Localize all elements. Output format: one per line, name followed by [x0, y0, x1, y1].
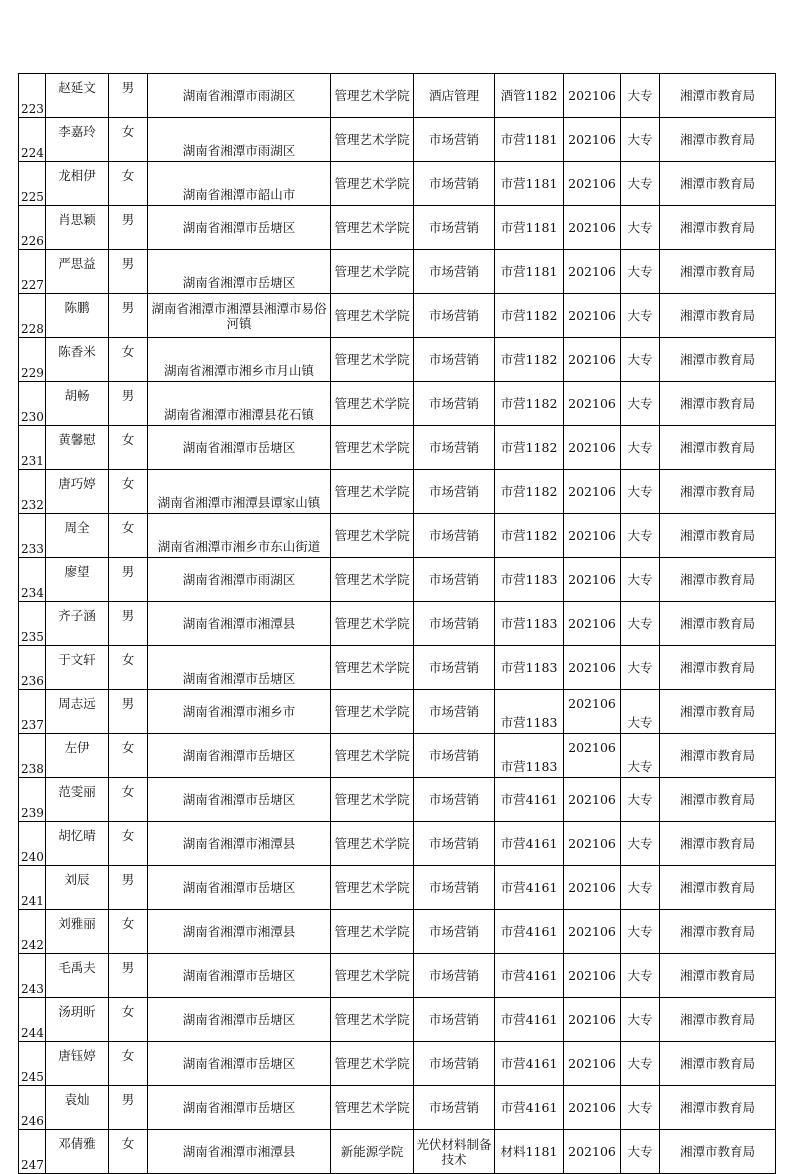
home-address: 湖南省湘潭市雨湖区	[148, 118, 331, 162]
home-address: 湖南省湘潭市岳塘区	[148, 1042, 331, 1086]
major: 市场营销	[414, 470, 495, 514]
row-number: 232	[19, 470, 46, 514]
gender: 男	[109, 602, 148, 646]
student-name: 刘雅丽	[46, 910, 109, 954]
graduation-date: 202106	[564, 954, 621, 998]
college: 管理艺术学院	[331, 426, 414, 470]
gender: 男	[109, 294, 148, 338]
receiving-department: 湘潭市教育局	[660, 822, 776, 866]
home-address: 湖南省湘潭市岳塘区	[148, 734, 331, 778]
college: 管理艺术学院	[331, 602, 414, 646]
receiving-department: 湘潭市教育局	[660, 1086, 776, 1130]
major: 市场营销	[414, 734, 495, 778]
graduation-date: 202106	[564, 602, 621, 646]
major: 市场营销	[414, 822, 495, 866]
gender: 女	[109, 998, 148, 1042]
row-number: 240	[19, 822, 46, 866]
graduation-date: 202106	[564, 426, 621, 470]
home-address: 湖南省湘潭市雨湖区	[148, 74, 331, 118]
table-row	[19, 426, 776, 470]
gender: 男	[109, 954, 148, 998]
college: 管理艺术学院	[331, 514, 414, 558]
student-name: 李嘉玲	[46, 118, 109, 162]
major: 市场营销	[414, 954, 495, 998]
receiving-department: 湘潭市教育局	[660, 162, 776, 206]
graduation-date: 202106	[564, 690, 621, 734]
gender: 男	[109, 690, 148, 734]
row-number: 238	[19, 734, 46, 778]
gender: 男	[109, 250, 148, 294]
receiving-department: 湘潭市教育局	[660, 690, 776, 734]
receiving-department: 湘潭市教育局	[660, 558, 776, 602]
receiving-department: 湘潭市教育局	[660, 338, 776, 382]
table-row	[19, 734, 776, 778]
student-name: 陈鹏	[46, 294, 109, 338]
row-number: 235	[19, 602, 46, 646]
education-level: 大专	[621, 250, 660, 294]
receiving-department: 湘潭市教育局	[660, 1042, 776, 1086]
class-code: 市营1182	[495, 426, 564, 470]
major: 市场营销	[414, 558, 495, 602]
graduation-date: 202106	[564, 162, 621, 206]
education-level: 大专	[621, 998, 660, 1042]
table-row	[19, 910, 776, 954]
gender: 男	[109, 1086, 148, 1130]
receiving-department: 湘潭市教育局	[660, 998, 776, 1042]
student-roster-table	[18, 73, 776, 1174]
education-level: 大专	[621, 910, 660, 954]
table-row	[19, 294, 776, 338]
education-level: 大专	[621, 514, 660, 558]
receiving-department: 湘潭市教育局	[660, 954, 776, 998]
row-number: 223	[19, 74, 46, 118]
student-name: 唐巧婷	[46, 470, 109, 514]
college: 管理艺术学院	[331, 1086, 414, 1130]
row-number: 237	[19, 690, 46, 734]
gender: 男	[109, 382, 148, 426]
major: 市场营销	[414, 382, 495, 426]
table-row	[19, 558, 776, 602]
gender: 女	[109, 910, 148, 954]
home-address: 湖南省湘潭市岳塘区	[148, 866, 331, 910]
table-row	[19, 470, 776, 514]
student-name: 赵延文	[46, 74, 109, 118]
home-address: 湖南省湘潭市岳塘区	[148, 646, 331, 690]
college: 管理艺术学院	[331, 646, 414, 690]
major: 市场营销	[414, 250, 495, 294]
class-code: 市营4161	[495, 1042, 564, 1086]
student-name: 左伊	[46, 734, 109, 778]
education-level: 大专	[621, 690, 660, 734]
home-address: 湖南省湘潭市湘潭县湘潭市易俗河镇	[148, 294, 331, 338]
gender: 女	[109, 338, 148, 382]
class-code: 市营1181	[495, 118, 564, 162]
class-code: 材料1181	[495, 1130, 564, 1174]
student-name: 廖望	[46, 558, 109, 602]
row-number: 247	[19, 1130, 46, 1174]
class-code: 酒管1182	[495, 74, 564, 118]
home-address: 湖南省湘潭市湘潭县花石镇	[148, 382, 331, 426]
graduation-date: 202106	[564, 1086, 621, 1130]
college: 管理艺术学院	[331, 734, 414, 778]
home-address: 湖南省湘潭市岳塘区	[148, 998, 331, 1042]
college: 管理艺术学院	[331, 822, 414, 866]
row-number: 243	[19, 954, 46, 998]
education-level: 大专	[621, 734, 660, 778]
receiving-department: 湘潭市教育局	[660, 646, 776, 690]
student-name: 毛禹夫	[46, 954, 109, 998]
major: 市场营销	[414, 426, 495, 470]
home-address: 湖南省湘潭市岳塘区	[148, 1086, 331, 1130]
row-number: 227	[19, 250, 46, 294]
row-number: 230	[19, 382, 46, 426]
class-code: 市营1181	[495, 206, 564, 250]
table-row	[19, 514, 776, 558]
home-address: 湖南省湘潭市岳塘区	[148, 250, 331, 294]
receiving-department: 湘潭市教育局	[660, 250, 776, 294]
graduation-date: 202106	[564, 734, 621, 778]
college: 管理艺术学院	[331, 866, 414, 910]
graduation-date: 202106	[564, 294, 621, 338]
class-code: 市营1183	[495, 734, 564, 778]
class-code: 市营4161	[495, 866, 564, 910]
table-row	[19, 690, 776, 734]
gender: 女	[109, 470, 148, 514]
row-number: 234	[19, 558, 46, 602]
education-level: 大专	[621, 954, 660, 998]
home-address: 湖南省湘潭市湘乡市东山街道	[148, 514, 331, 558]
graduation-date: 202106	[564, 470, 621, 514]
education-level: 大专	[621, 866, 660, 910]
receiving-department: 湘潭市教育局	[660, 206, 776, 250]
education-level: 大专	[621, 206, 660, 250]
student-name: 胡畅	[46, 382, 109, 426]
table-row	[19, 866, 776, 910]
graduation-date: 202106	[564, 1042, 621, 1086]
gender: 男	[109, 74, 148, 118]
class-code: 市营1182	[495, 294, 564, 338]
student-name: 范雯丽	[46, 778, 109, 822]
college: 管理艺术学院	[331, 470, 414, 514]
row-number: 225	[19, 162, 46, 206]
table-row	[19, 250, 776, 294]
receiving-department: 湘潭市教育局	[660, 74, 776, 118]
student-name: 龙相伊	[46, 162, 109, 206]
home-address: 湖南省湘潭市湘潭县	[148, 910, 331, 954]
graduation-date: 202106	[564, 206, 621, 250]
receiving-department: 湘潭市教育局	[660, 602, 776, 646]
graduation-date: 202106	[564, 822, 621, 866]
education-level: 大专	[621, 74, 660, 118]
education-level: 大专	[621, 118, 660, 162]
graduation-date: 202106	[564, 910, 621, 954]
table-row	[19, 646, 776, 690]
receiving-department: 湘潭市教育局	[660, 470, 776, 514]
college: 管理艺术学院	[331, 954, 414, 998]
gender: 女	[109, 822, 148, 866]
college: 管理艺术学院	[331, 910, 414, 954]
row-number: 226	[19, 206, 46, 250]
gender: 女	[109, 1130, 148, 1174]
major: 市场营销	[414, 602, 495, 646]
major: 市场营销	[414, 910, 495, 954]
table-row	[19, 206, 776, 250]
gender: 女	[109, 514, 148, 558]
student-name: 黄馨慰	[46, 426, 109, 470]
table-row	[19, 1086, 776, 1130]
college: 管理艺术学院	[331, 778, 414, 822]
class-code: 市营4161	[495, 822, 564, 866]
education-level: 大专	[621, 1130, 660, 1174]
receiving-department: 湘潭市教育局	[660, 778, 776, 822]
graduation-date: 202106	[564, 1130, 621, 1174]
table-row	[19, 162, 776, 206]
table-row	[19, 118, 776, 162]
graduation-date: 202106	[564, 74, 621, 118]
student-name: 刘辰	[46, 866, 109, 910]
row-number: 241	[19, 866, 46, 910]
receiving-department: 湘潭市教育局	[660, 514, 776, 558]
student-name: 陈香米	[46, 338, 109, 382]
graduation-date: 202106	[564, 338, 621, 382]
table-row	[19, 954, 776, 998]
class-code: 市营1183	[495, 646, 564, 690]
home-address: 湖南省湘潭市湘乡市	[148, 690, 331, 734]
class-code: 市营1183	[495, 602, 564, 646]
education-level: 大专	[621, 162, 660, 206]
receiving-department: 湘潭市教育局	[660, 382, 776, 426]
class-code: 市营4161	[495, 998, 564, 1042]
table-row	[19, 822, 776, 866]
table-row	[19, 778, 776, 822]
student-name: 周志远	[46, 690, 109, 734]
row-number: 231	[19, 426, 46, 470]
student-name: 邓倩雅	[46, 1130, 109, 1174]
class-code: 市营1182	[495, 470, 564, 514]
education-level: 大专	[621, 822, 660, 866]
education-level: 大专	[621, 426, 660, 470]
student-name: 周全	[46, 514, 109, 558]
student-name: 唐钰婷	[46, 1042, 109, 1086]
college: 管理艺术学院	[331, 1042, 414, 1086]
row-number: 244	[19, 998, 46, 1042]
student-name: 胡忆晴	[46, 822, 109, 866]
gender: 女	[109, 734, 148, 778]
gender: 女	[109, 778, 148, 822]
home-address: 湖南省湘潭市湘潭县	[148, 602, 331, 646]
row-number: 239	[19, 778, 46, 822]
graduation-date: 202106	[564, 382, 621, 426]
row-number: 229	[19, 338, 46, 382]
student-name: 于文轩	[46, 646, 109, 690]
graduation-date: 202106	[564, 118, 621, 162]
graduation-date: 202106	[564, 250, 621, 294]
graduation-date: 202106	[564, 778, 621, 822]
college: 管理艺术学院	[331, 382, 414, 426]
college: 管理艺术学院	[331, 690, 414, 734]
gender: 女	[109, 162, 148, 206]
college: 管理艺术学院	[331, 74, 414, 118]
class-code: 市营1182	[495, 382, 564, 426]
major: 市场营销	[414, 514, 495, 558]
graduation-date: 202106	[564, 646, 621, 690]
class-code: 市营1182	[495, 338, 564, 382]
table-row	[19, 1130, 776, 1174]
row-number: 242	[19, 910, 46, 954]
class-code: 市营4161	[495, 910, 564, 954]
home-address: 湖南省湘潭市岳塘区	[148, 426, 331, 470]
graduation-date: 202106	[564, 558, 621, 602]
roster-body	[19, 74, 776, 1174]
gender: 女	[109, 426, 148, 470]
gender: 男	[109, 558, 148, 602]
home-address: 湖南省湘潭市湘乡市月山镇	[148, 338, 331, 382]
receiving-department: 湘潭市教育局	[660, 118, 776, 162]
student-name: 肖思颖	[46, 206, 109, 250]
education-level: 大专	[621, 646, 660, 690]
class-code: 市营4161	[495, 954, 564, 998]
education-level: 大专	[621, 294, 660, 338]
education-level: 大专	[621, 338, 660, 382]
row-number: 228	[19, 294, 46, 338]
student-name: 严思益	[46, 250, 109, 294]
class-code: 市营4161	[495, 778, 564, 822]
college: 管理艺术学院	[331, 338, 414, 382]
major: 市场营销	[414, 866, 495, 910]
receiving-department: 湘潭市教育局	[660, 294, 776, 338]
major: 市场营销	[414, 206, 495, 250]
major: 市场营销	[414, 1042, 495, 1086]
major: 市场营销	[414, 998, 495, 1042]
class-code: 市营1181	[495, 250, 564, 294]
row-number: 233	[19, 514, 46, 558]
table-row	[19, 74, 776, 118]
receiving-department: 湘潭市教育局	[660, 910, 776, 954]
home-address: 湖南省湘潭市岳塘区	[148, 778, 331, 822]
student-name: 齐子涵	[46, 602, 109, 646]
home-address: 湖南省湘潭市湘潭县	[148, 822, 331, 866]
gender: 男	[109, 206, 148, 250]
home-address: 湖南省湘潭市岳塘区	[148, 206, 331, 250]
receiving-department: 湘潭市教育局	[660, 866, 776, 910]
home-address: 湖南省湘潭市韶山市	[148, 162, 331, 206]
class-code: 市营1182	[495, 514, 564, 558]
education-level: 大专	[621, 1086, 660, 1130]
receiving-department: 湘潭市教育局	[660, 1130, 776, 1174]
row-number: 246	[19, 1086, 46, 1130]
major: 市场营销	[414, 118, 495, 162]
gender: 女	[109, 118, 148, 162]
class-code: 市营4161	[495, 1086, 564, 1130]
major: 市场营销	[414, 338, 495, 382]
major: 市场营销	[414, 162, 495, 206]
student-name: 袁灿	[46, 1086, 109, 1130]
row-number: 224	[19, 118, 46, 162]
receiving-department: 湘潭市教育局	[660, 734, 776, 778]
gender: 女	[109, 646, 148, 690]
home-address: 湖南省湘潭市湘潭县谭家山镇	[148, 470, 331, 514]
home-address: 湖南省湘潭市岳塘区	[148, 954, 331, 998]
college: 管理艺术学院	[331, 294, 414, 338]
college: 管理艺术学院	[331, 162, 414, 206]
table-row	[19, 1042, 776, 1086]
major: 市场营销	[414, 646, 495, 690]
home-address: 湖南省湘潭市湘潭县	[148, 1130, 331, 1174]
class-code: 市营1183	[495, 558, 564, 602]
table-row	[19, 998, 776, 1042]
education-level: 大专	[621, 382, 660, 426]
receiving-department: 湘潭市教育局	[660, 426, 776, 470]
college: 管理艺术学院	[331, 998, 414, 1042]
home-address: 湖南省湘潭市雨湖区	[148, 558, 331, 602]
college: 管理艺术学院	[331, 250, 414, 294]
major: 酒店管理	[414, 74, 495, 118]
education-level: 大专	[621, 1042, 660, 1086]
row-number: 236	[19, 646, 46, 690]
college: 管理艺术学院	[331, 118, 414, 162]
major: 市场营销	[414, 690, 495, 734]
college: 管理艺术学院	[331, 206, 414, 250]
major: 市场营销	[414, 294, 495, 338]
table-row	[19, 602, 776, 646]
student-name: 汤玥昕	[46, 998, 109, 1042]
education-level: 大专	[621, 778, 660, 822]
table-row	[19, 382, 776, 426]
class-code: 市营1183	[495, 690, 564, 734]
college: 新能源学院	[331, 1130, 414, 1174]
gender: 女	[109, 1042, 148, 1086]
class-code: 市营1181	[495, 162, 564, 206]
table-row	[19, 338, 776, 382]
education-level: 大专	[621, 470, 660, 514]
major: 市场营销	[414, 778, 495, 822]
gender: 男	[109, 866, 148, 910]
graduation-date: 202106	[564, 998, 621, 1042]
row-number: 245	[19, 1042, 46, 1086]
graduation-date: 202106	[564, 514, 621, 558]
graduation-date: 202106	[564, 866, 621, 910]
major: 光伏材料制备技术	[414, 1130, 495, 1174]
college: 管理艺术学院	[331, 558, 414, 602]
education-level: 大专	[621, 558, 660, 602]
education-level: 大专	[621, 602, 660, 646]
major: 市场营销	[414, 1086, 495, 1130]
